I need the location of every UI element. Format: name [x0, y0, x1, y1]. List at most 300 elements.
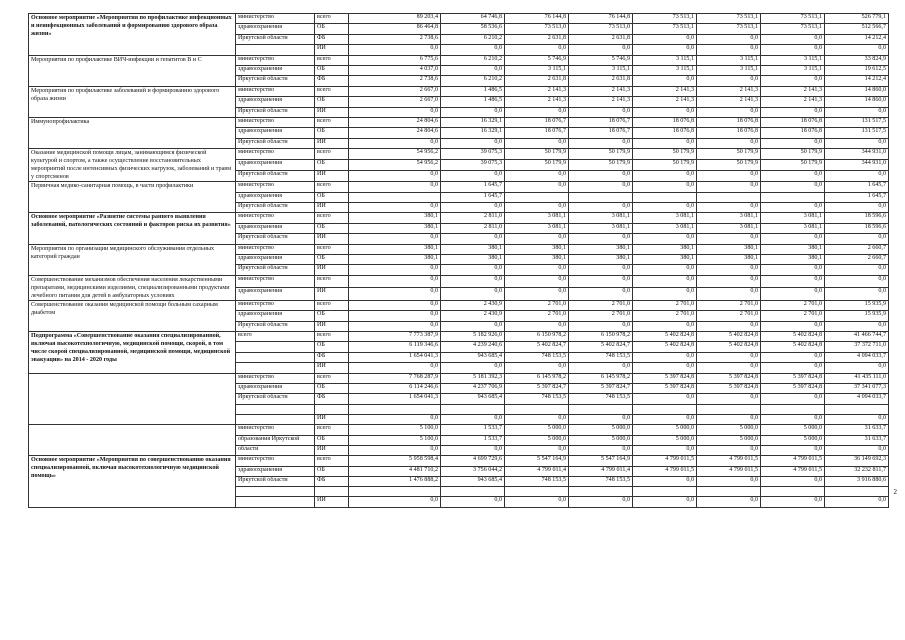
value-cell: 4 037,0 [349, 65, 441, 75]
source-cell: ФБ [315, 76, 349, 86]
value-cell: 18 076,8 [633, 117, 697, 127]
executor-cell: министерство [236, 117, 315, 127]
value-cell [505, 192, 569, 202]
executor-cell: министерство [236, 213, 315, 223]
source-cell [315, 404, 349, 414]
executor-cell: министерство [236, 300, 315, 310]
budget-table [28, 13, 905, 508]
value-cell: 0,0 [825, 363, 889, 373]
value-cell: 3 081,1 [761, 213, 825, 223]
value-cell: 18 076,7 [505, 128, 569, 138]
value-cell: 0,0 [349, 311, 441, 321]
value-cell: 5 402 824,8 [761, 331, 825, 341]
value-cell: 380,1 [569, 254, 633, 264]
value-cell: 0,0 [505, 275, 569, 288]
value-cell: 5 397 824,7 [505, 383, 569, 393]
value-cell: 0,0 [761, 288, 825, 301]
source-cell: всего [315, 182, 349, 192]
value-cell: 748 153,5 [505, 477, 569, 487]
source-cell: всего [315, 300, 349, 310]
value-cell: 39 075,3 [441, 149, 505, 160]
activity-name: Оказание медицинской помощи лицам, занимающимся физической культурой и спортом, а также осуществление восстановительных мероприятий после интенсивных физических нагрузок, заболеваний и травм у спортсменов [29, 149, 236, 182]
value-cell [825, 487, 889, 497]
source-cell: ИИ [315, 202, 349, 212]
value-cell: 1 533,7 [441, 435, 505, 445]
executor-cell: всего [236, 331, 315, 341]
value-cell: 18 076,8 [697, 128, 761, 138]
value-cell: 0,0 [761, 202, 825, 212]
value-cell: 5 100,0 [349, 435, 441, 445]
value-cell: 5 397 824,8 [697, 373, 761, 383]
value-cell: 2 811,0 [441, 223, 505, 233]
executor-cell: здравоохранения [236, 466, 315, 476]
value-cell: 2 631,8 [505, 76, 569, 86]
executor-cell [236, 497, 315, 507]
value-cell: 50 179,9 [697, 160, 761, 171]
value-cell: 3 081,1 [505, 223, 569, 233]
value-cell: 0,0 [697, 414, 761, 424]
value-cell: 24 804,6 [349, 117, 441, 127]
value-cell: 5 397 824,7 [569, 383, 633, 393]
value-cell: 0,0 [569, 445, 633, 455]
value-cell: 0,0 [349, 107, 441, 117]
activity-name: Мероприятия по профилактике ВИЧ-инфекции и гепатитов В и С [29, 55, 236, 86]
value-cell: 0,0 [633, 414, 697, 424]
value-cell: 6 210,2 [441, 76, 505, 86]
value-cell: 0,0 [441, 234, 505, 244]
value-cell: 3 115,1 [633, 55, 697, 65]
value-cell: 4 799 011,5 [697, 466, 761, 476]
value-cell: 2 701,0 [633, 311, 697, 321]
value-cell: 3 081,1 [697, 213, 761, 223]
value-cell: 0,0 [569, 275, 633, 288]
value-cell: 50 179,9 [697, 149, 761, 160]
table-row [29, 117, 905, 127]
executor-cell: Иркутской области [236, 171, 315, 182]
value-cell: 0,0 [505, 171, 569, 182]
value-cell: 18 076,8 [761, 117, 825, 127]
value-cell: 2 141,3 [761, 86, 825, 96]
executor-cell: здравоохранения [236, 24, 315, 34]
value-cell: 1 645,7 [441, 182, 505, 192]
value-cell: 4 237 706,9 [441, 383, 505, 393]
value-cell: 0,0 [569, 321, 633, 331]
activity-name: Совершенствование оказания медицинской помощи больным сахарным диабетом [29, 300, 236, 331]
source-cell: ИИ [315, 288, 349, 301]
table-body [29, 14, 905, 508]
source-cell: ИИ [315, 138, 349, 148]
value-cell: 0,0 [761, 234, 825, 244]
source-cell: ОБ [315, 342, 349, 352]
value-cell: 748 153,5 [569, 394, 633, 404]
value-cell: 380,1 [441, 244, 505, 254]
source-cell: ОБ [315, 383, 349, 393]
value-cell: 3 115,1 [633, 65, 697, 75]
value-cell: 54 956,2 [349, 160, 441, 171]
value-cell: 0,0 [761, 352, 825, 362]
value-cell: 5 397 824,8 [761, 373, 825, 383]
value-cell: 18 076,7 [569, 128, 633, 138]
source-cell: всего [315, 117, 349, 127]
value-cell: 6 119 346,6 [349, 342, 441, 352]
value-cell: 1 654 041,3 [349, 352, 441, 362]
executor-cell: Иркутской области [236, 265, 315, 275]
value-cell: 41 435 111,0 [825, 373, 889, 383]
value-cell: 0,0 [825, 414, 889, 424]
value-cell: 0,0 [761, 445, 825, 455]
value-cell: 526 779,1 [825, 14, 889, 24]
value-cell: 0,0 [697, 352, 761, 362]
value-cell: 344 931,0 [825, 149, 889, 160]
value-cell: 0,0 [505, 497, 569, 507]
value-cell: 5 402 824,7 [505, 342, 569, 352]
executor-cell: министерство [236, 244, 315, 254]
value-cell: 73 513,1 [761, 14, 825, 24]
executor-cell: здравоохранения [236, 383, 315, 393]
value-cell: 0,0 [761, 394, 825, 404]
value-cell: 4 699 729,6 [441, 456, 505, 466]
value-cell: 1 645,7 [825, 192, 889, 202]
value-cell: 1 645,7 [825, 182, 889, 192]
activity-name [29, 373, 236, 425]
value-cell: 4 799 011,5 [761, 466, 825, 476]
value-cell: 0,0 [569, 45, 633, 55]
value-cell [505, 487, 569, 497]
value-cell [569, 404, 633, 414]
value-cell: 76 144,8 [569, 14, 633, 24]
value-cell: 380,1 [633, 244, 697, 254]
value-cell [697, 487, 761, 497]
source-cell: всего [315, 425, 349, 435]
value-cell: 31 633,7 [825, 425, 889, 435]
value-cell: 0,0 [569, 171, 633, 182]
value-cell: 2 701,0 [569, 311, 633, 321]
value-cell: 344 931,0 [825, 160, 889, 171]
value-cell: 50 179,9 [633, 160, 697, 171]
page-number: 2 [893, 488, 897, 496]
value-cell: 0,0 [761, 477, 825, 487]
value-cell: 3 115,1 [697, 65, 761, 75]
value-cell: 131 517,5 [825, 128, 889, 138]
value-cell: 76 144,8 [505, 14, 569, 24]
executor-cell: Иркутской области [236, 477, 315, 487]
value-cell: 2 701,0 [697, 311, 761, 321]
value-cell: 2 141,3 [505, 86, 569, 96]
executor-cell: министерство [236, 373, 315, 383]
value-cell: 50 179,9 [761, 160, 825, 171]
table-row [29, 182, 905, 192]
value-cell: 7 773 387,9 [349, 331, 441, 341]
value-cell: 64 746,8 [441, 14, 505, 24]
value-cell: 0,0 [697, 321, 761, 331]
table-row [29, 456, 905, 466]
activity-name: Основное мероприятие «Мероприятия по совершенствованию оказания специализированной, включая высокотехнологичную медицинской помощь» [29, 456, 236, 508]
value-cell: 3 115,1 [761, 65, 825, 75]
value-cell: 0,0 [825, 275, 889, 288]
value-cell: 0,0 [761, 414, 825, 424]
value-cell: 3 115,1 [761, 55, 825, 65]
table-row [29, 244, 905, 254]
activity-name: Мероприятия по профилактике заболеваний и формированию здорового образа жизни [29, 86, 236, 117]
value-cell: 0,0 [633, 321, 697, 331]
value-cell: 86 464,8 [349, 24, 441, 34]
executor-cell: Иркутской области [236, 234, 315, 244]
value-cell: 50 179,9 [633, 149, 697, 160]
value-cell: 0,0 [633, 202, 697, 212]
value-cell: 6 210,2 [441, 55, 505, 65]
executor-cell: министерство [236, 456, 315, 466]
source-cell: ОБ [315, 128, 349, 138]
value-cell: 0,0 [761, 171, 825, 182]
value-cell: 6 114 246,6 [349, 383, 441, 393]
source-cell: ФБ [315, 352, 349, 362]
source-cell: всего [315, 213, 349, 223]
value-cell: 0,0 [697, 497, 761, 507]
table-row [29, 55, 905, 65]
value-cell: 0,0 [505, 138, 569, 148]
value-cell: 50 179,9 [505, 160, 569, 171]
value-cell: 5 000,0 [505, 425, 569, 435]
value-cell: 0,0 [349, 497, 441, 507]
value-cell: 73 513,1 [697, 24, 761, 34]
value-cell: 0,0 [697, 394, 761, 404]
value-cell: 5 402 824,8 [633, 342, 697, 352]
value-cell: 0,0 [441, 288, 505, 301]
value-cell: 0,0 [349, 171, 441, 182]
value-cell: 5 402 824,7 [569, 342, 633, 352]
value-cell: 0,0 [633, 107, 697, 117]
value-cell: 0,0 [697, 107, 761, 117]
value-cell: 0,0 [825, 321, 889, 331]
executor-cell: министерство [236, 86, 315, 96]
value-cell: 4 799 011,5 [633, 466, 697, 476]
value-cell: 5 397 824,8 [761, 383, 825, 393]
source-cell: всего [315, 331, 349, 341]
value-cell: 380,1 [633, 254, 697, 264]
value-cell: 0,0 [633, 352, 697, 362]
value-cell: 0,0 [441, 65, 505, 75]
value-cell: 0,0 [633, 234, 697, 244]
source-cell [315, 487, 349, 497]
source-cell: ИИ [315, 414, 349, 424]
value-cell: 3 081,1 [633, 213, 697, 223]
value-cell: 1 486,5 [441, 97, 505, 107]
value-cell: 0,0 [349, 288, 441, 301]
executor-cell: министерство [236, 275, 315, 288]
value-cell [349, 192, 441, 202]
value-cell: 0,0 [633, 34, 697, 44]
value-cell: 3 115,1 [697, 55, 761, 65]
value-cell: 0,0 [761, 34, 825, 44]
value-cell: 6 775,6 [349, 55, 441, 65]
value-cell: 16 329,1 [441, 128, 505, 138]
value-cell: 4 799 011,5 [633, 456, 697, 466]
value-cell: 380,1 [569, 244, 633, 254]
activity-name: Основное мероприятие «Развитие системы раннего выявления заболеваний, патологических состояний и факторов риска их развития» [29, 213, 236, 244]
value-cell: 41 466 744,7 [825, 331, 889, 341]
value-cell: 16 329,1 [441, 117, 505, 127]
value-cell: 73 513,1 [633, 24, 697, 34]
value-cell: 0,0 [761, 76, 825, 86]
source-cell: ИИ [315, 321, 349, 331]
executor-cell: министерство [236, 425, 315, 435]
value-cell: 0,0 [505, 107, 569, 117]
activity-name: Основное мероприятие «Мероприятия по профилактике инфекционных и неинфекционных заболеваний и формированию здорового образа жизни» [29, 14, 236, 56]
executor-cell [236, 487, 315, 497]
value-cell: 0,0 [761, 363, 825, 373]
value-cell [633, 487, 697, 497]
source-cell: ИИ [315, 45, 349, 55]
value-cell: 0,0 [441, 171, 505, 182]
value-cell: 0,0 [697, 34, 761, 44]
executor-cell: Иркутской области [236, 321, 315, 331]
value-cell: 5 547 164,9 [505, 456, 569, 466]
value-cell [825, 404, 889, 414]
value-cell: 0,0 [441, 497, 505, 507]
value-cell: 0,0 [633, 477, 697, 487]
value-cell: 0,0 [505, 414, 569, 424]
value-cell: 5 397 824,8 [633, 373, 697, 383]
value-cell: 1 654 041,3 [349, 394, 441, 404]
value-cell: 0,0 [505, 363, 569, 373]
value-cell [441, 404, 505, 414]
value-cell: 748 153,5 [569, 477, 633, 487]
value-cell: 0,0 [441, 265, 505, 275]
source-cell: всего [315, 456, 349, 466]
table-row [29, 425, 905, 435]
value-cell: 0,0 [441, 445, 505, 455]
value-cell: 15 935,9 [825, 311, 889, 321]
value-cell: 0,0 [349, 138, 441, 148]
value-cell: 14 212,4 [825, 76, 889, 86]
value-cell: 2 738,6 [349, 34, 441, 44]
value-cell: 2 701,0 [761, 300, 825, 310]
value-cell: 5 000,0 [761, 435, 825, 445]
value-cell: 6 145 978,2 [569, 373, 633, 383]
value-cell: 380,1 [349, 223, 441, 233]
value-cell: 5 000,0 [697, 435, 761, 445]
value-cell: 0,0 [505, 288, 569, 301]
source-cell: ИИ [315, 107, 349, 117]
value-cell: 0,0 [349, 321, 441, 331]
source-cell: ОБ [315, 160, 349, 171]
value-cell: 0,0 [349, 182, 441, 192]
value-cell: 0,0 [505, 45, 569, 55]
value-cell: 0,0 [825, 288, 889, 301]
value-cell: 5 000,0 [569, 425, 633, 435]
value-cell: 0,0 [697, 265, 761, 275]
value-cell: 5 746,9 [569, 55, 633, 65]
value-cell: 2 141,3 [569, 86, 633, 96]
value-cell: 380,1 [505, 254, 569, 264]
value-cell: 2 701,0 [761, 311, 825, 321]
executor-cell: Иркутской области [236, 107, 315, 117]
executor-cell: здравоохранения [236, 288, 315, 301]
value-cell: 5 000,0 [697, 425, 761, 435]
executor-cell: здравоохранения [236, 97, 315, 107]
value-cell: 0,0 [825, 445, 889, 455]
value-cell: 6 150 978,2 [505, 331, 569, 341]
value-cell: 0,0 [441, 363, 505, 373]
value-cell: 2 667,0 [349, 97, 441, 107]
value-cell: 58 536,6 [441, 24, 505, 34]
value-cell: 0,0 [697, 234, 761, 244]
value-cell [349, 404, 441, 414]
value-cell: 0,0 [633, 394, 697, 404]
value-cell: 18 076,7 [569, 117, 633, 127]
value-cell: 5 397 824,8 [697, 383, 761, 393]
table-row [29, 86, 905, 96]
value-cell: 3 756 044,2 [441, 466, 505, 476]
value-cell: 2 141,3 [697, 97, 761, 107]
value-cell: 0,0 [569, 202, 633, 212]
table-row [29, 275, 905, 288]
value-cell: 73 513,0 [569, 24, 633, 34]
value-cell: 380,1 [761, 254, 825, 264]
value-cell [697, 192, 761, 202]
value-cell: 18 076,8 [761, 128, 825, 138]
value-cell: 50 179,9 [505, 149, 569, 160]
value-cell: 32 232 811,7 [825, 466, 889, 476]
table-row [29, 300, 905, 310]
table-row [29, 213, 905, 223]
value-cell: 3 916 880,6 [825, 477, 889, 487]
value-cell: 3 081,1 [569, 213, 633, 223]
source-cell: ОБ [315, 466, 349, 476]
source-cell: всего [315, 14, 349, 24]
value-cell: 50 179,9 [761, 149, 825, 160]
executor-cell: Иркутской области [236, 76, 315, 86]
value-cell: 2 430,9 [441, 311, 505, 321]
value-cell: 14 860,0 [825, 86, 889, 96]
value-cell: 0,0 [761, 45, 825, 55]
executor-cell [236, 352, 315, 362]
value-cell: 18 076,8 [697, 117, 761, 127]
value-cell: 1 486,5 [441, 86, 505, 96]
value-cell: 380,1 [761, 244, 825, 254]
value-cell: 380,1 [697, 244, 761, 254]
activity-name: Иммунопрофилактика [29, 117, 236, 148]
value-cell: 0,0 [825, 107, 889, 117]
value-cell: 0,0 [761, 497, 825, 507]
value-cell: 5 746,9 [505, 55, 569, 65]
value-cell: 31 633,7 [825, 435, 889, 445]
value-cell: 4 799 011,4 [569, 466, 633, 476]
value-cell: 5 402 824,8 [697, 342, 761, 352]
value-cell: 0,0 [825, 202, 889, 212]
value-cell: 380,1 [349, 244, 441, 254]
value-cell: 0,0 [633, 45, 697, 55]
source-cell: ОБ [315, 223, 349, 233]
value-cell: 0,0 [697, 288, 761, 301]
activity-name: Подпрограмма «Совершенствование оказания специализированной, включая высокотехнологичную, медицинской помощи, скорой, в том числе скорой специализированной, медицинской помощи, медицинской эвакуации» на 2014 - 2020 годы [29, 331, 236, 373]
value-cell: 0,0 [761, 182, 825, 192]
value-cell: 5 000,0 [505, 435, 569, 445]
value-cell: 6 150 978,2 [569, 331, 633, 341]
value-cell: 0,0 [441, 138, 505, 148]
value-cell: 5 402 824,8 [761, 342, 825, 352]
value-cell: 2 660,7 [825, 254, 889, 264]
value-cell: 0,0 [633, 76, 697, 86]
executor-cell: министерство [236, 182, 315, 192]
executor-cell: здравоохранения [236, 128, 315, 138]
value-cell: 0,0 [697, 171, 761, 182]
value-cell: 0,0 [633, 182, 697, 192]
value-cell: 2 141,3 [569, 97, 633, 107]
value-cell: 0,0 [349, 265, 441, 275]
executor-cell: Иркутской области [236, 394, 315, 404]
source-cell: всего [315, 244, 349, 254]
